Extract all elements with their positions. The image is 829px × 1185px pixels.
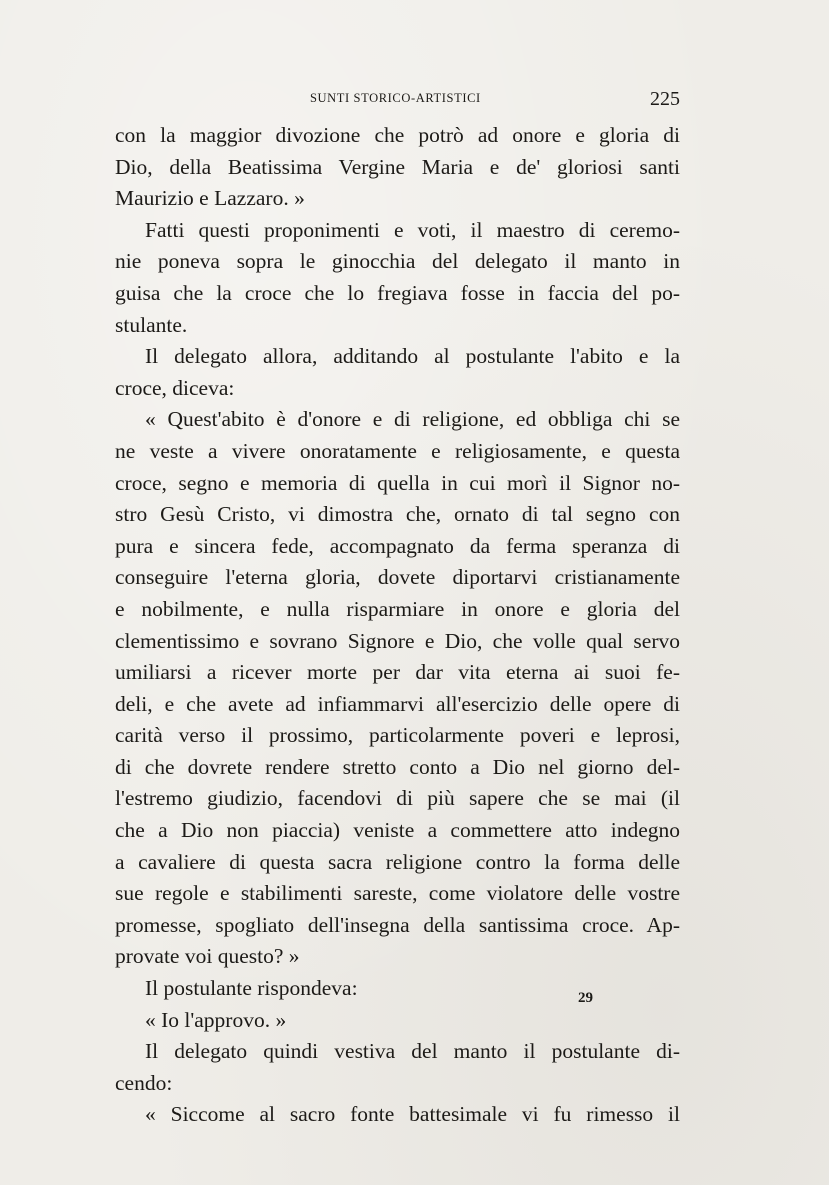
text-line: sue regole e stabilimenti sareste, come violatore delle vostre: [115, 881, 680, 906]
text-line: nie poneva sopra le ginocchia del delegato il manto in: [115, 249, 680, 274]
text-line: clementissimo e sovrano Signore e Dio, che volle qual servo: [115, 628, 680, 653]
signature-mark: 29: [578, 990, 593, 1006]
text-line: Il postulante rispondeva:: [145, 976, 358, 1001]
text-line: Maurizio e Lazzaro. »: [115, 186, 305, 211]
text-line: Dio, della Beatissima Vergine Maria e de' gloriosi santi: [115, 154, 680, 179]
page-number: 225: [650, 88, 680, 110]
text-line: « Quest'abito è d'onore e di religione, ed obbliga chi se: [145, 407, 680, 432]
text-line: stro Gesù Cristo, vi dimostra che, ornato di tal segno con: [115, 502, 680, 527]
running-head: [120, 88, 680, 112]
text-line: provate voi questo? »: [115, 944, 300, 969]
running-title: SUNTI STORICO-ARTISTICI: [310, 91, 481, 105]
text-line: ne veste a vivere onoratamente e religiosamente, e questa: [115, 438, 680, 463]
text-line: Il delegato allora, additando al postulante l'abito e la: [145, 344, 680, 369]
text-line: croce, diceva:: [115, 375, 235, 400]
text-line: Il delegato quindi vestiva del manto il postulante di-: [145, 1039, 680, 1064]
text-line: deli, e che avete ad infiammarvi all'esercizio delle opere di: [115, 691, 680, 716]
text-line: guisa che la croce che lo fregiava fosse in faccia del po-: [115, 280, 680, 305]
text-line: stulante.: [115, 312, 188, 337]
text-line: di che dovrete rendere stretto conto a Dio nel giorno del-: [115, 754, 680, 779]
text-line: « Siccome al sacro fonte battesimale vi fu rimesso il: [145, 1102, 680, 1127]
text-line: e nobilmente, e nulla risparmiare in onore e gloria del: [115, 596, 680, 621]
text-line: promesse, spogliato dell'insegna della santissima croce. Ap-: [115, 912, 680, 937]
text-line: umiliarsi a ricever morte per dar vita eterna ai suoi fe-: [115, 660, 680, 685]
text-line: Fatti questi proponimenti e voti, il maestro di ceremo-: [145, 217, 680, 242]
text-line: cendo:: [115, 1070, 173, 1095]
text-line: l'estremo giudizio, facendovi di più sapere che se mai (il: [115, 786, 680, 811]
text-line: croce, segno e memoria di quella in cui morì il Signor no-: [115, 470, 680, 495]
text-line: « Io l'approvo. »: [145, 1007, 287, 1032]
text-line: carità verso il prossimo, particolarmente poveri e leprosi,: [115, 723, 680, 748]
body-text: [115, 120, 680, 1131]
text-line: che a Dio non piaccia) veniste a commettere atto indegno: [115, 818, 680, 843]
text-line: conseguire l'eterna gloria, dovete diportarvi cristianamente: [115, 565, 680, 590]
text-line: con la maggior divozione che potrò ad onore e gloria di: [115, 123, 680, 147]
text-line: a cavaliere di questa sacra religione contro la forma delle: [115, 849, 680, 874]
text-line: pura e sincera fede, accompagnato da ferma speranza di: [115, 533, 680, 558]
